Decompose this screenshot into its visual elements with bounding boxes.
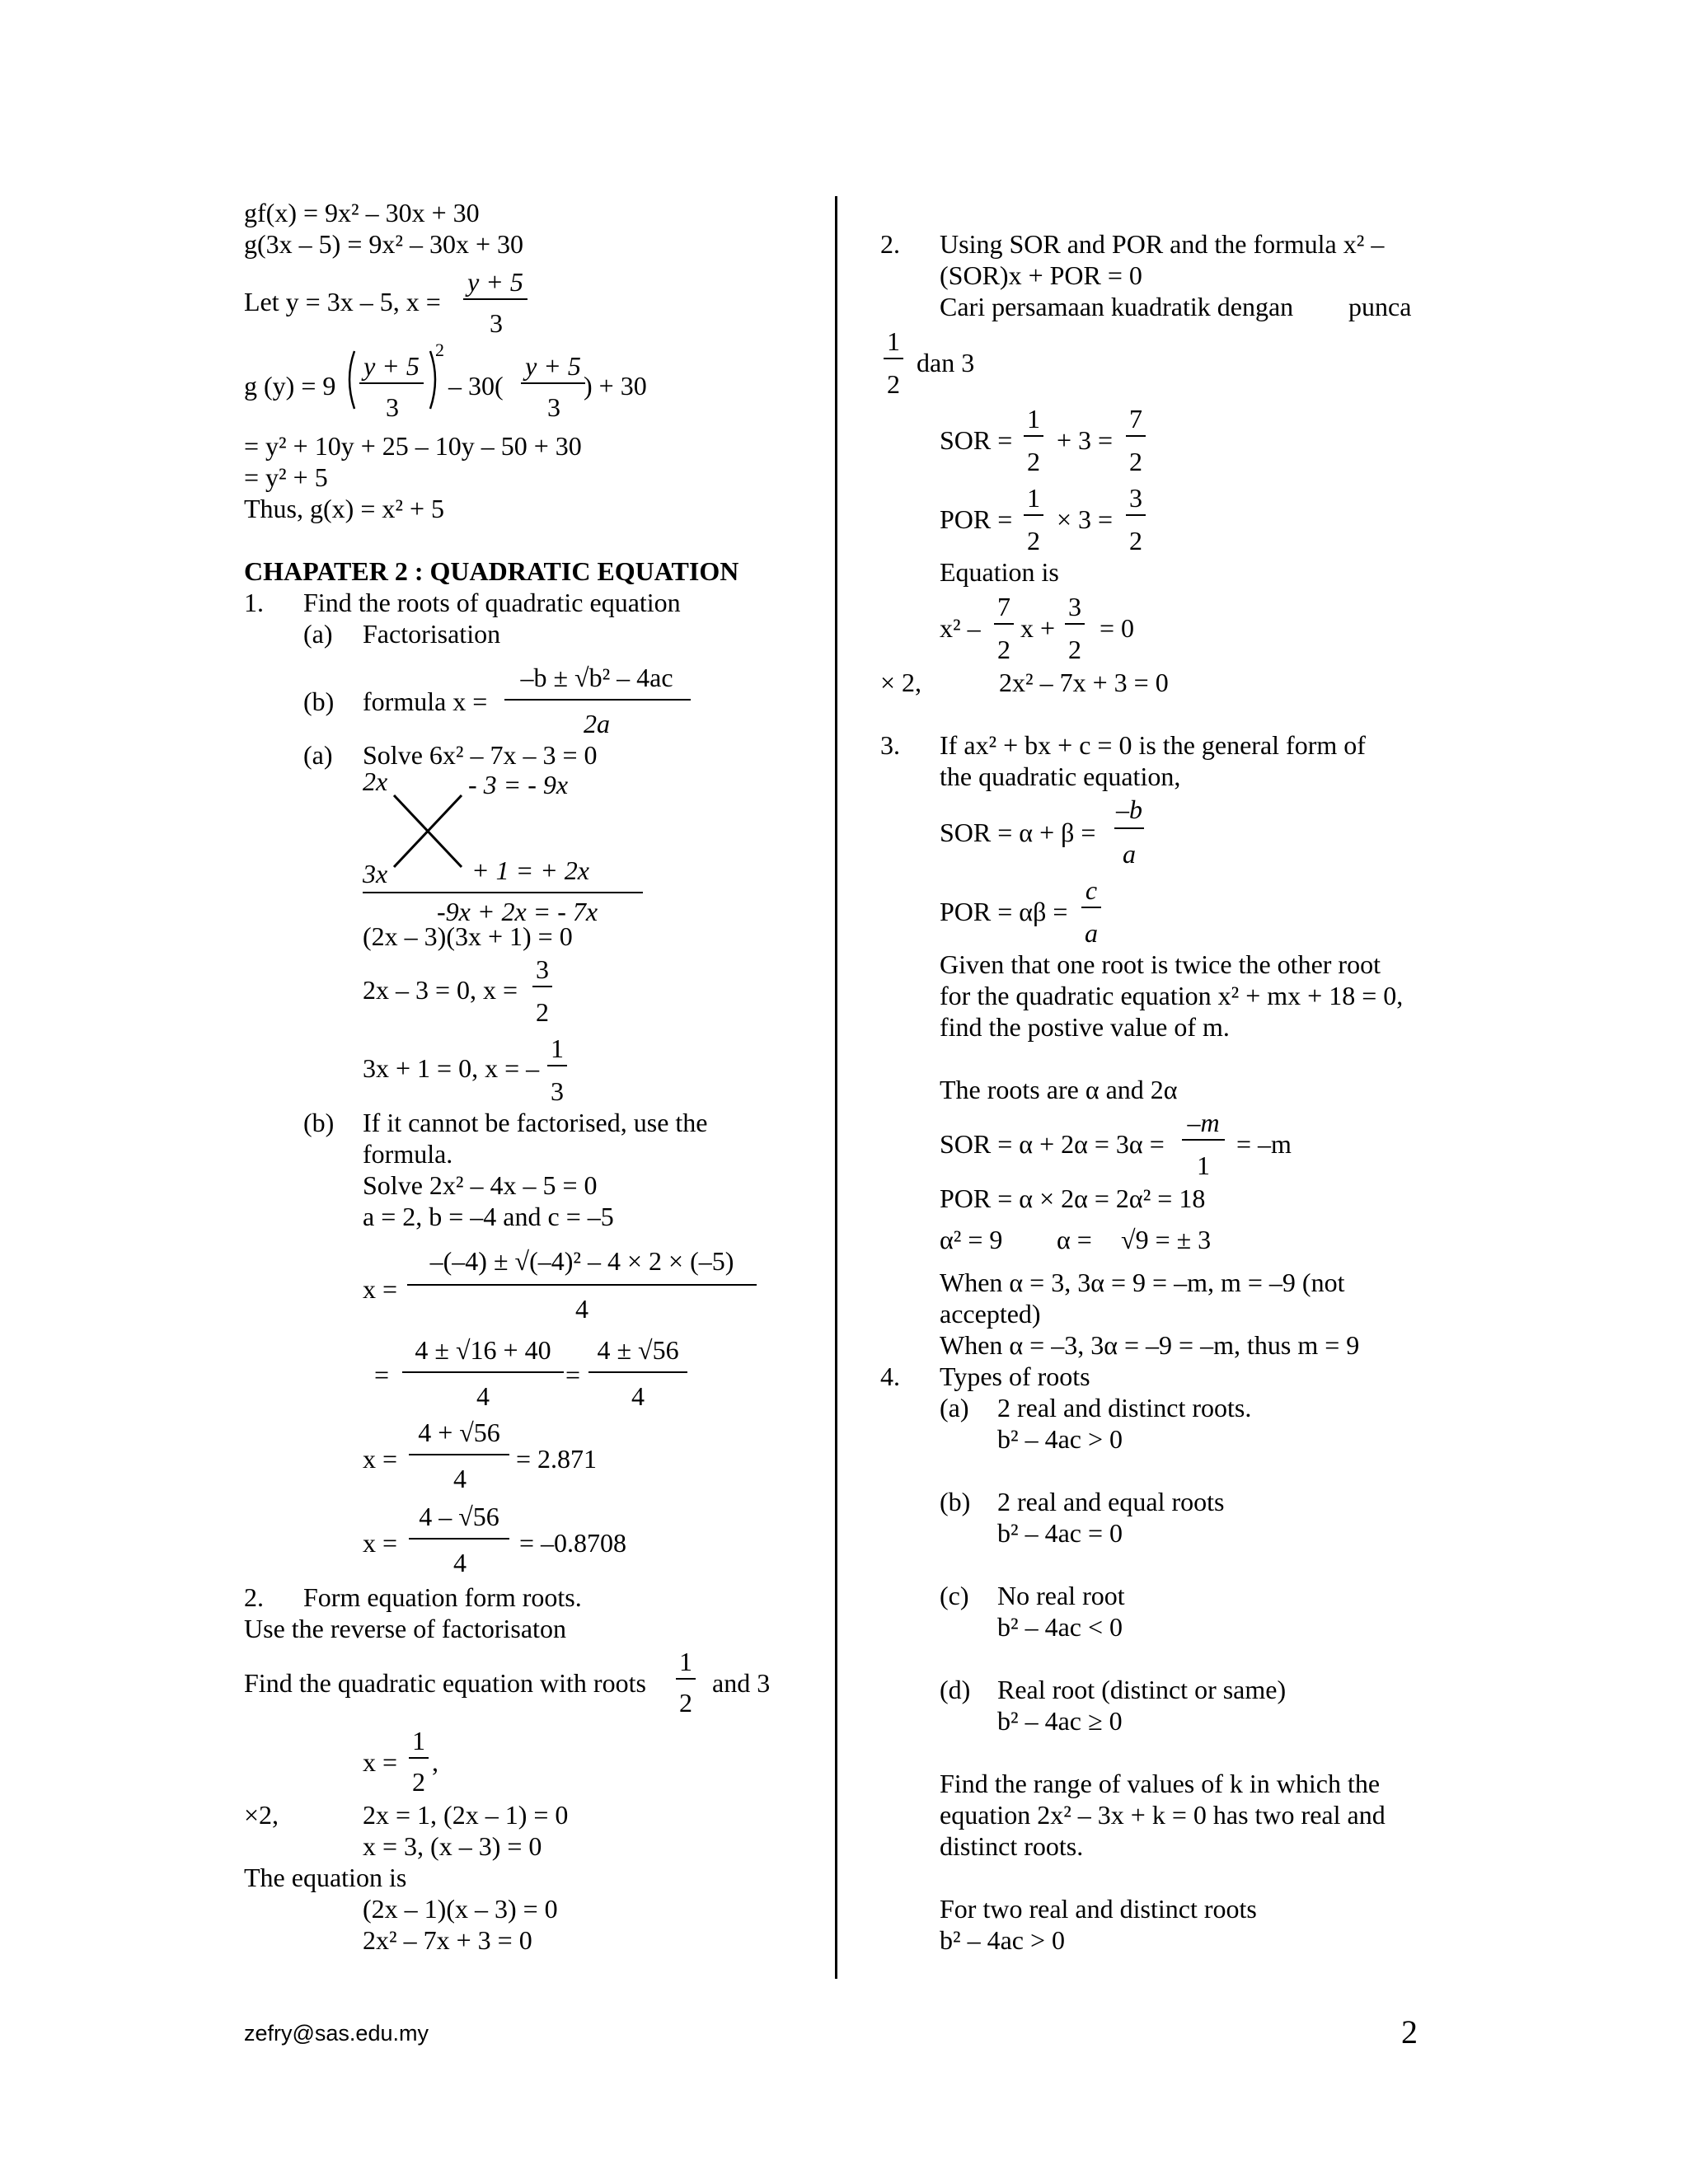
fraction-numerator: y + 5 xyxy=(525,351,581,381)
minus-root-result: = –0.8708 xyxy=(519,1528,627,1558)
range-line3: distinct roots. xyxy=(940,1831,1084,1861)
two-real-line: For two real and distinct roots xyxy=(940,1894,1257,1924)
fraction-numerator: 7 xyxy=(1129,404,1142,434)
sub-a-text: Factorisation xyxy=(363,619,501,649)
fraction-numerator: –b xyxy=(1116,794,1142,824)
type-b-text: 2 real and equal roots xyxy=(997,1487,1225,1516)
fraction-denominator: 4 xyxy=(476,1381,490,1411)
formula-denominator: 2a xyxy=(584,709,610,738)
type-d-text: Real root (distinct or same) xyxy=(997,1675,1287,1704)
por-mid: × 3 = xyxy=(1057,504,1114,534)
type-d-cond: b² – 4ac ≥ 0 xyxy=(997,1706,1123,1736)
fraction-denominator: 2 xyxy=(1129,526,1142,555)
cross-top-right: - 3 = - 9x xyxy=(468,770,569,799)
equals-sign: = xyxy=(565,1360,581,1390)
cond-line: b² – 4ac > 0 xyxy=(940,1925,1066,1955)
given-line2: for the quadratic equation x² + mx + 18 = 0, xyxy=(940,981,1404,1010)
solve-a-text: Solve 6x² – 7x – 3 = 0 xyxy=(363,740,598,770)
item2-subtext: Use the reverse of factorisaton xyxy=(244,1614,566,1643)
type-a-text: 2 real and distinct roots. xyxy=(997,1393,1252,1422)
cross-bottom-left: 3x xyxy=(363,859,388,888)
plus-root-numerator: 4 + √56 xyxy=(418,1418,500,1447)
eq-final: 2x² – 7x + 3 = 0 xyxy=(363,1925,532,1955)
range-line2: equation 2x² – 3x + k = 0 has two real and xyxy=(940,1800,1386,1830)
sub-b-label: (b) xyxy=(303,687,335,716)
fraction-bar xyxy=(1065,623,1085,625)
r2-line1: Using SOR and POR and the formula x² – xyxy=(940,229,1385,259)
type-c-label: (c) xyxy=(940,1581,969,1610)
fraction-bar xyxy=(1081,907,1101,908)
eq-product: (2x – 1)(x – 3) = 0 xyxy=(363,1894,558,1924)
por-2a: POR = α × 2α = 2α² = 18 xyxy=(940,1183,1206,1213)
por-ab: POR = αβ = xyxy=(940,897,1068,926)
eq-neg-m: = –m xyxy=(1236,1129,1292,1159)
sor-3a: SOR = α + 2α = 3α = xyxy=(940,1129,1165,1159)
r2-line3-punca: punca xyxy=(1348,292,1412,321)
cross-sum: -9x + 2x = - 7x xyxy=(437,897,598,926)
eq-zero: = 0 xyxy=(1100,613,1135,643)
x-equals: x = xyxy=(363,1528,398,1558)
range-line1: Find the range of values of k in which the xyxy=(940,1769,1381,1798)
fraction-numerator: 1 xyxy=(679,1647,692,1676)
cross-bottom-right: + 1 = + 2x xyxy=(471,855,589,885)
eq-final-right: 2x² – 7x + 3 = 0 xyxy=(999,668,1169,697)
fraction-denominator: 1 xyxy=(1197,1151,1210,1180)
solve-b-line1: If it cannot be factorised, use the xyxy=(363,1108,708,1137)
fraction-denominator: 2 xyxy=(1027,447,1040,476)
step1-line: = y² + 10y + 25 – 10y – 50 + 30 xyxy=(244,431,582,461)
fraction-bar xyxy=(994,623,1014,625)
gf-line: gf(x) = 9x² – 30x + 30 xyxy=(244,198,480,227)
comma: , xyxy=(432,1747,438,1777)
when2-line: When α = –3, 3α = –9 = –m, thus m = 9 xyxy=(940,1330,1360,1360)
fraction-numerator: c xyxy=(1085,875,1098,905)
fraction-bar xyxy=(1182,1139,1225,1141)
por-label: POR = xyxy=(940,504,1013,534)
fraction-denominator: 2 xyxy=(412,1767,425,1797)
page-number: 2 xyxy=(1401,2013,1418,2050)
g3x-line: g(3x – 5) = 9x² – 30x + 30 xyxy=(244,229,523,259)
r2-line2: (SOR)x + POR = 0 xyxy=(940,260,1142,290)
big-formula-denominator: 4 xyxy=(575,1294,588,1324)
fraction-denominator: 2 xyxy=(887,369,900,399)
item2-text: Form equation form roots. xyxy=(303,1582,582,1612)
eq-x3: x = 3, (x – 3) = 0 xyxy=(363,1831,542,1861)
equals-sign: = xyxy=(374,1360,390,1390)
fraction-bar xyxy=(1114,827,1144,829)
fraction-numerator: 1 xyxy=(412,1726,425,1755)
r3-number: 3. xyxy=(880,730,900,760)
solve-b-line2: formula. xyxy=(363,1139,453,1169)
sor-label: SOR = xyxy=(940,425,1013,455)
when1-line: When α = 3, 3α = 9 = –m, m = –9 (not xyxy=(940,1268,1345,1297)
big-formula-numerator: –(–4) ± √(–4)² – 4 × 2 × (–5) xyxy=(429,1246,734,1276)
find-eq-text: Find the quadratic equation with roots xyxy=(244,1668,646,1698)
equation-is: Equation is xyxy=(940,557,1059,587)
fraction-bar xyxy=(1024,435,1043,437)
fraction-numerator: 7 xyxy=(997,592,1010,621)
simplify-numerator-1: 4 ± √16 + 40 xyxy=(415,1335,551,1365)
type-b-label: (b) xyxy=(940,1487,971,1516)
fraction-numerator: 3 xyxy=(1068,592,1081,621)
solve-a-label: (a) xyxy=(303,740,333,770)
minus-root-numerator: 4 – √56 xyxy=(419,1502,499,1531)
eq-2x1: 2x = 1, (2x – 1) = 0 xyxy=(363,1800,569,1830)
type-b-cond: b² – 4ac = 0 xyxy=(997,1518,1123,1548)
type-c-cond: b² – 4ac < 0 xyxy=(997,1612,1123,1642)
root1-line: 2x – 3 = 0, x = xyxy=(363,975,518,1005)
sqrt-9: √9 = ± 3 xyxy=(1121,1225,1212,1254)
fraction-bar xyxy=(1024,514,1043,516)
fraction-denominator: 3 xyxy=(551,1076,564,1106)
x-equals: x = xyxy=(363,1444,398,1474)
solve-b-label: (b) xyxy=(303,1108,335,1137)
fraction-denominator: 3 xyxy=(386,392,399,422)
let-y-line: Let y = 3x – 5, x = xyxy=(244,287,441,316)
x-half: x = xyxy=(363,1747,398,1777)
gy-prefix: g (y) = 9 xyxy=(244,371,336,401)
type-d-label: (d) xyxy=(940,1675,971,1704)
dan-3: dan 3 xyxy=(917,348,975,377)
fraction-bar xyxy=(1126,435,1146,437)
type-c-text: No real root xyxy=(997,1581,1125,1610)
cross-top-left: 2x xyxy=(363,766,388,796)
r4-text: Types of roots xyxy=(940,1361,1090,1391)
solve-b-line3: Solve 2x² – 4x – 5 = 0 xyxy=(363,1170,598,1200)
fraction-numerator: y + 5 xyxy=(467,267,523,297)
and-3: and 3 xyxy=(712,1668,771,1698)
times2-label: × 2, xyxy=(880,668,922,697)
fraction-numerator: 3 xyxy=(1129,483,1142,513)
given-line1: Given that one root is twice the other root xyxy=(940,949,1381,979)
x2-minus: x² – xyxy=(940,613,981,643)
fraction-denominator: 3 xyxy=(490,308,503,338)
root2-line: 3x + 1 = 0, x = – xyxy=(363,1053,540,1083)
r2-number: 2. xyxy=(880,229,900,259)
r3-line1: If ax² + bx + c = 0 is the general form of xyxy=(940,730,1366,760)
fraction-denominator: a xyxy=(1085,918,1098,948)
fraction-denominator: 4 xyxy=(453,1464,467,1493)
footer-email: zefry@sas.edu.my xyxy=(244,2021,429,2046)
alpha-eq: α = xyxy=(1057,1225,1092,1254)
fraction-bar xyxy=(1126,514,1146,516)
item1-text: Find the roots of quadratic equation xyxy=(303,588,681,617)
fraction-denominator: 2 xyxy=(536,997,549,1027)
factorised-line: (2x – 3)(3x + 1) = 0 xyxy=(363,921,573,951)
gy-exponent: 2 xyxy=(435,340,444,360)
sub-a-label: (a) xyxy=(303,619,333,649)
sor-mid: + 3 = xyxy=(1057,425,1114,455)
r3-line2: the quadratic equation, xyxy=(940,762,1181,791)
r2-line3: Cari persamaan kuadratik dengan xyxy=(940,292,1294,321)
plus-root-result: = 2.871 xyxy=(516,1444,598,1474)
fraction-bar xyxy=(884,358,903,359)
solve-b-line4: a = 2, b = –4 and c = –5 xyxy=(363,1202,614,1231)
fraction-numerator: –m xyxy=(1187,1108,1220,1137)
fraction-numerator: 3 xyxy=(536,954,549,984)
fraction-numerator: 1 xyxy=(551,1033,564,1063)
fraction-denominator: 4 xyxy=(453,1548,467,1577)
fraction-numerator: 1 xyxy=(1027,404,1040,434)
fraction-numerator: 1 xyxy=(1027,483,1040,513)
fraction-denominator: 3 xyxy=(547,392,560,422)
thus-line: Thus, g(x) = x² + 5 xyxy=(244,494,444,523)
fraction-denominator: 2 xyxy=(679,1688,692,1718)
fraction-denominator: 2 xyxy=(1129,447,1142,476)
step2-line: = y² + 5 xyxy=(244,462,328,492)
sor-ab: SOR = α + β = xyxy=(940,818,1096,847)
sub-b-text: formula x = xyxy=(363,687,488,716)
fraction-numerator: 1 xyxy=(887,326,900,356)
the-equation-is: The equation is xyxy=(244,1863,407,1892)
given-line3: find the postive value of m. xyxy=(940,1012,1230,1042)
gy-mid: – 30( xyxy=(448,371,504,401)
fraction-denominator: 2 xyxy=(1027,526,1040,555)
type-a-cond: b² – 4ac > 0 xyxy=(997,1424,1123,1454)
item2-number: 2. xyxy=(244,1582,264,1612)
fraction-denominator: 4 xyxy=(631,1381,645,1411)
item1-number: 1. xyxy=(244,588,264,617)
accepted-line: accepted) xyxy=(940,1299,1041,1329)
gy-end: ) + 30 xyxy=(584,371,647,401)
fraction-denominator: 2 xyxy=(997,635,1010,664)
r4-number: 4. xyxy=(880,1361,900,1391)
simplify-numerator-2: 4 ± √56 xyxy=(597,1335,679,1365)
fraction-denominator: 2 xyxy=(1068,635,1081,664)
roots-line: The roots are α and 2α xyxy=(940,1075,1178,1104)
alpha-sq: α² = 9 xyxy=(940,1225,1003,1254)
chapter-heading: CHAPATER 2 : QUADRATIC EQUATION xyxy=(244,556,739,586)
x-equals: x = xyxy=(363,1274,398,1304)
fraction-numerator: y + 5 xyxy=(363,351,420,381)
times2-label: ×2, xyxy=(244,1800,279,1830)
type-a-label: (a) xyxy=(940,1393,969,1422)
fraction-denominator: a xyxy=(1123,839,1136,869)
formula-numerator: –b ± √b² – 4ac xyxy=(520,663,673,692)
x-plus: x + xyxy=(1020,613,1056,643)
